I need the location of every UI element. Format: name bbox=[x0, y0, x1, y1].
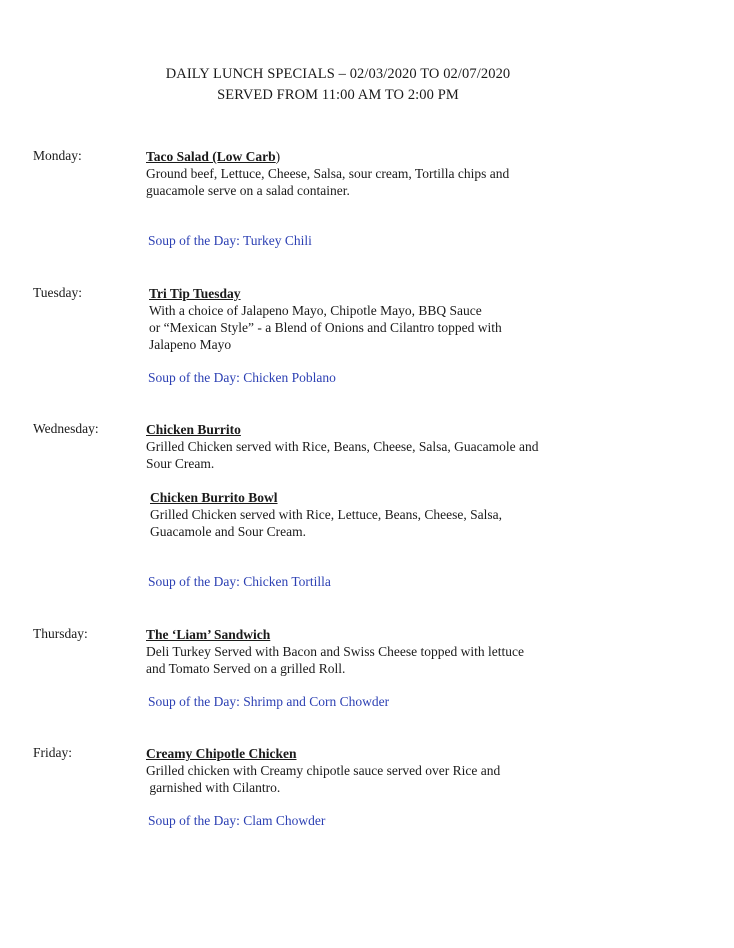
soup-thursday: Soup of the Day: Shrimp and Corn Chowder bbox=[148, 694, 390, 709]
special-title: Taco Salad (Low Carb) bbox=[146, 149, 281, 164]
special-monday bbox=[146, 148, 666, 199]
special-desc-line: With a choice of Jalapeno Mayo, Chipotle Mayo, BBQ Sauce bbox=[149, 303, 482, 318]
special-title: Chicken Burrito Bowl bbox=[150, 490, 278, 505]
soup-monday: Soup of the Day: Turkey Chili bbox=[148, 233, 312, 248]
day-label-thursday: Thursday: bbox=[33, 626, 88, 641]
day-label-wednesday: Wednesday: bbox=[33, 421, 99, 436]
special-tuesday bbox=[149, 285, 669, 353]
special-desc-line: Jalapeno Mayo bbox=[149, 337, 232, 352]
special-title: Creamy Chipotle Chicken bbox=[146, 746, 297, 761]
header-title: DAILY LUNCH SPECIALS – 02/03/2020 TO 02/07/2020 bbox=[165, 66, 511, 82]
special-title: Tri Tip Tuesday bbox=[149, 286, 241, 301]
special-friday bbox=[146, 745, 666, 796]
special-desc-line: Grilled Chicken served with Rice, Beans, Cheese, Salsa, Guacamole and bbox=[146, 439, 539, 454]
special-title: Chicken Burrito bbox=[146, 422, 241, 437]
soup-wednesday: Soup of the Day: Chicken Tortilla bbox=[148, 574, 331, 589]
special-desc-line: Guacamole and Sour Cream. bbox=[150, 524, 306, 539]
special-desc-line: or “Mexican Style” - a Blend of Onions and Cilantro topped with bbox=[149, 320, 502, 335]
soup-friday: Soup of the Day: Clam Chowder bbox=[148, 813, 326, 828]
special-desc-line: Sour Cream. bbox=[146, 456, 215, 471]
special-desc-line: guacamole serve on a salad container. bbox=[146, 183, 350, 198]
day-label-tuesday: Tuesday: bbox=[33, 285, 83, 300]
special-title: The ‘Liam’ Sandwich bbox=[146, 627, 271, 642]
special-thursday bbox=[146, 626, 666, 677]
header-hours: SERVED FROM 11:00 AM TO 2:00 PM bbox=[217, 87, 459, 103]
day-label-friday: Friday: bbox=[33, 745, 72, 760]
soup-tuesday: Soup of the Day: Chicken Poblano bbox=[148, 370, 336, 385]
special-desc-line: Grilled chicken with Creamy chipotle sauce served over Rice and bbox=[146, 763, 501, 778]
special-desc-line: Grilled Chicken served with Rice, Lettuce, Beans, Cheese, Salsa, bbox=[150, 507, 503, 522]
special-wednesday bbox=[146, 421, 666, 472]
special-desc-line: and Tomato Served on a grilled Roll. bbox=[146, 661, 346, 676]
special-desc-line: garnished with Cilantro. bbox=[146, 780, 281, 795]
special-desc-line: Ground beef, Lettuce, Cheese, Salsa, sour cream, Tortilla chips and bbox=[146, 166, 510, 181]
special-wednesday-bowl bbox=[150, 489, 670, 540]
menu-header bbox=[0, 64, 676, 106]
day-label-monday: Monday: bbox=[33, 148, 82, 163]
special-desc-line: Deli Turkey Served with Bacon and Swiss Cheese topped with lettuce bbox=[146, 644, 524, 659]
